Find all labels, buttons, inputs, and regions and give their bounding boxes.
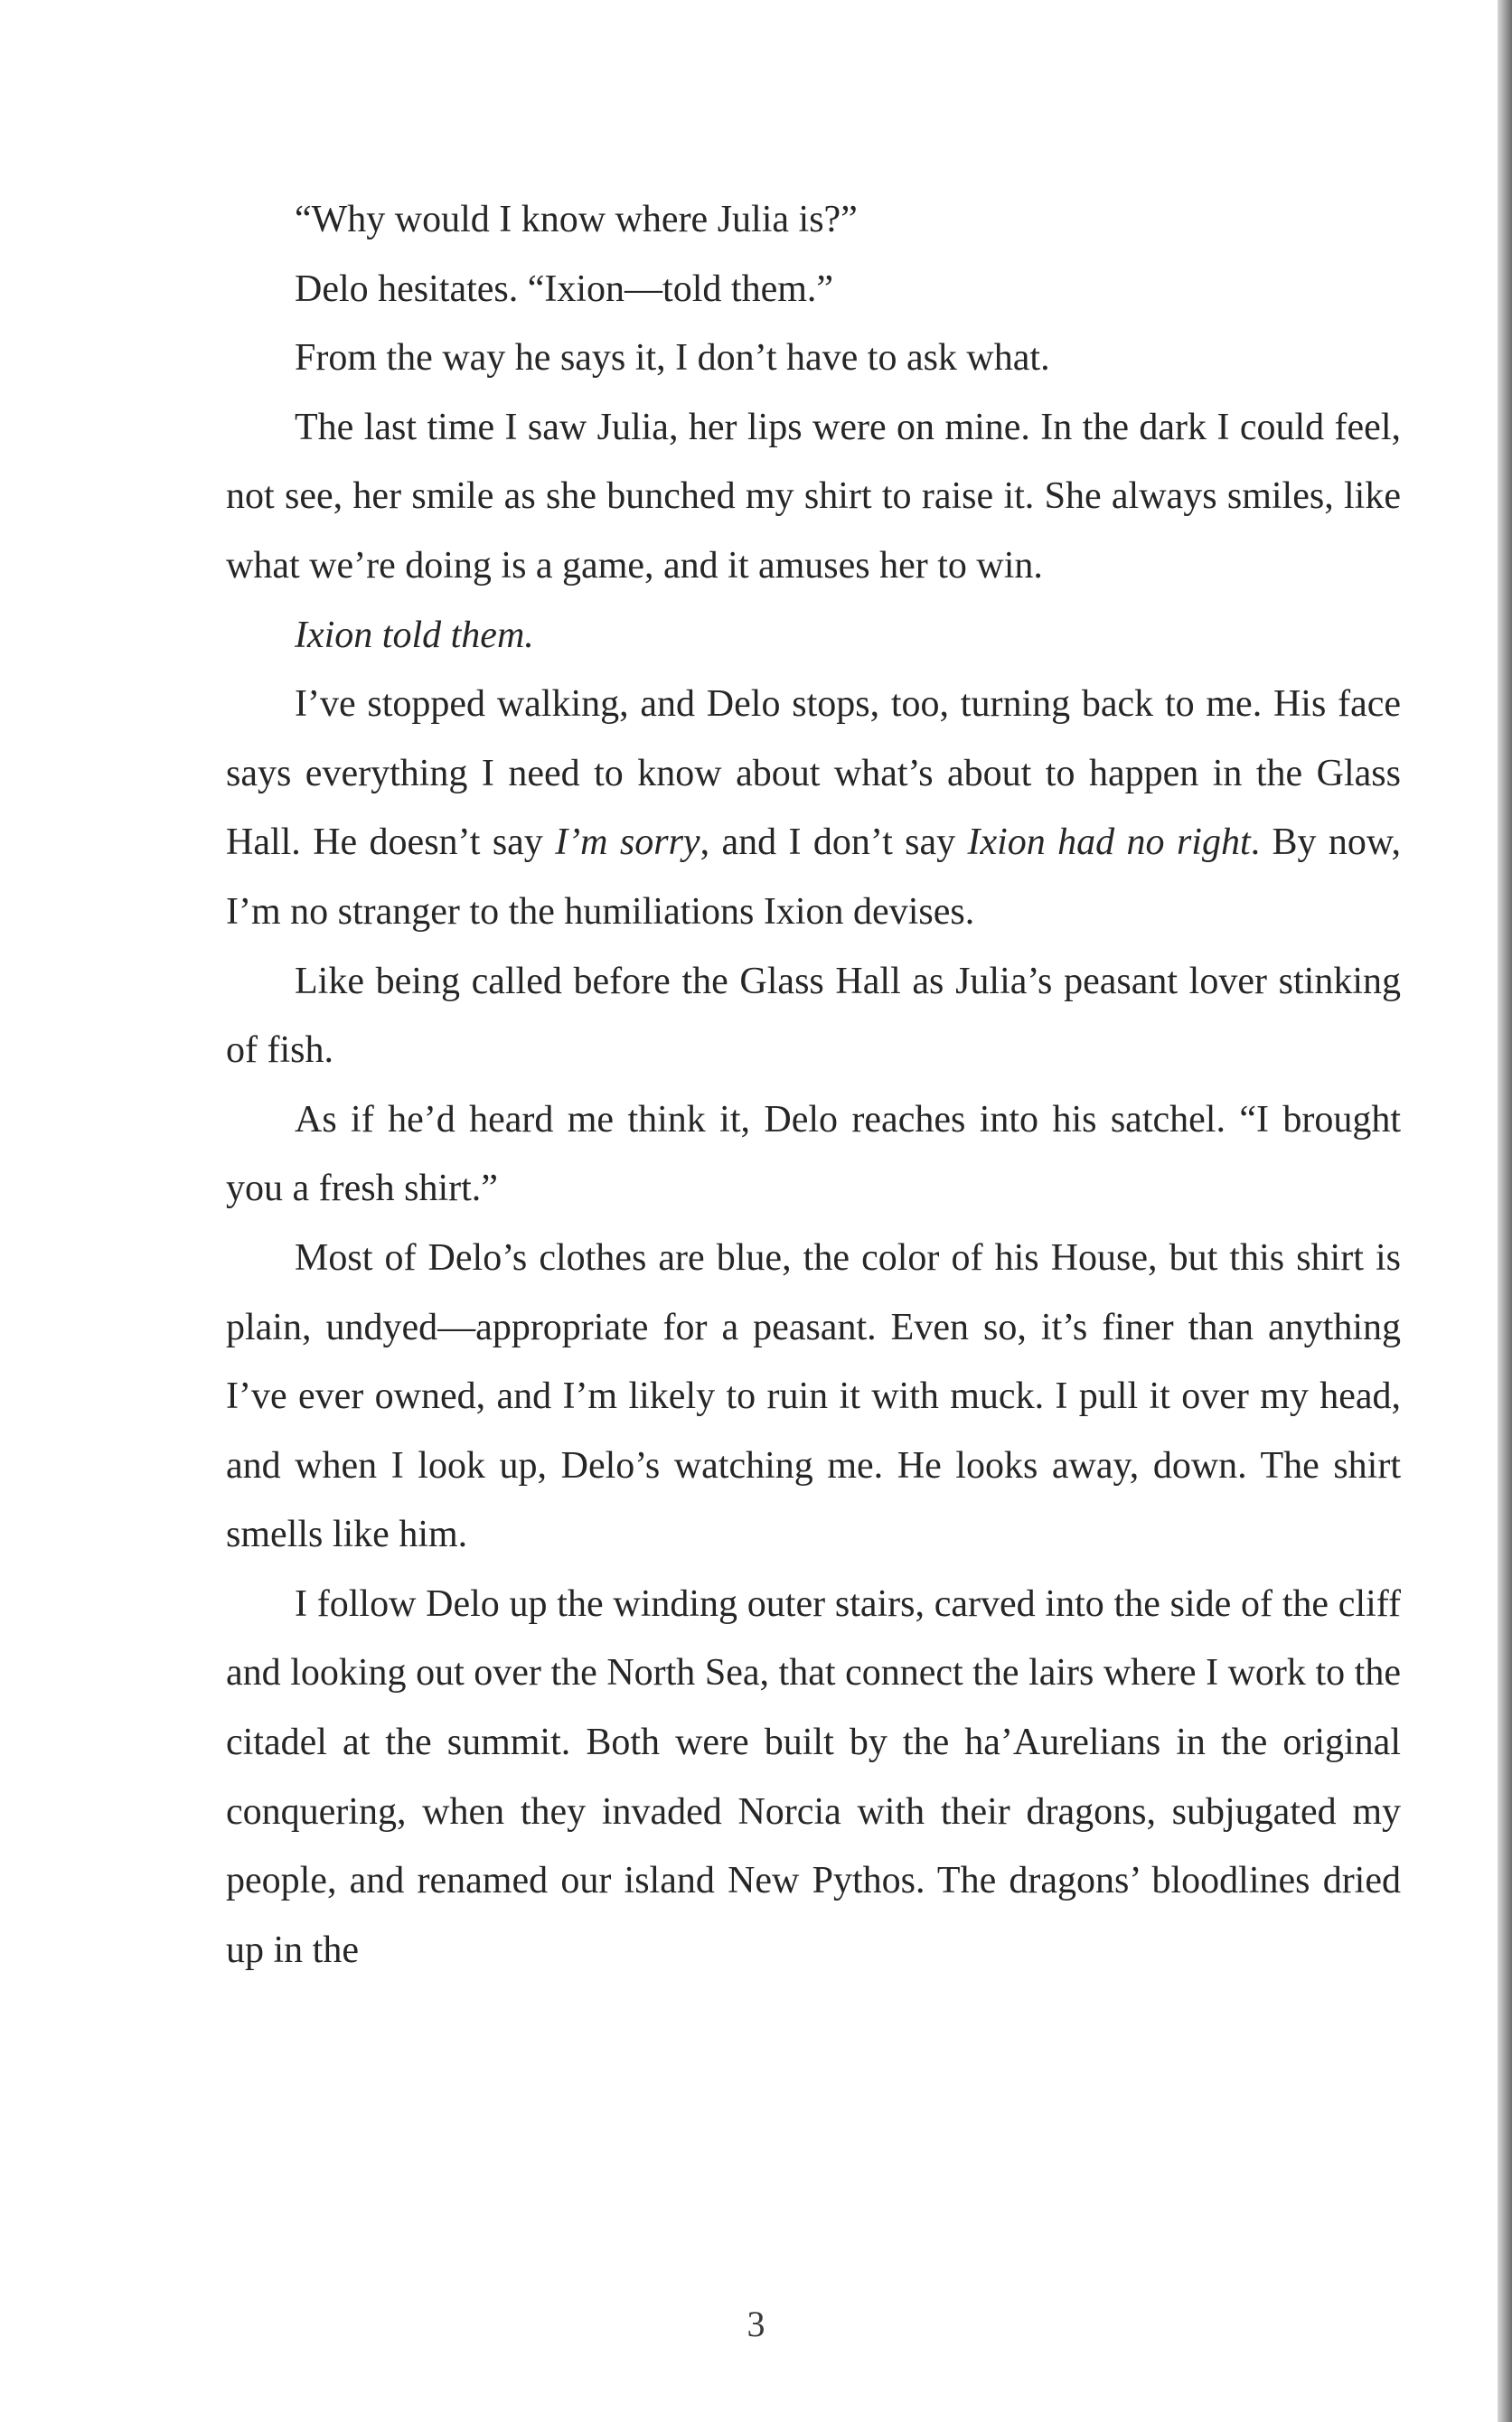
paragraph-6-part-e: . By now, I’m no stranger to the humiliations Ixion devises. xyxy=(226,821,1402,933)
paragraph-6-part-a: I’ve stopped walking, and Delo stops, too, turning back to me. His face says everything I need to know about what’s about to happen in the Glass Hall. He doesn’t say xyxy=(226,683,1401,864)
paragraph-9: Most of Delo’s clothes are blue, the color of his House, but this shirt is plain, undyed—appropriate for a peasant. Even so, it’s finer than anything I’ve ever owned, and I’m likely to ruin it with muck. I pull it over my head, and when I look up, Delo’s watching me. He looks away, down. The shirt smells like him. xyxy=(226,1236,1401,1556)
paragraph-1: “Why would I know where Julia is?” xyxy=(295,199,858,240)
page-edge-shadow xyxy=(1498,0,1512,2422)
paragraph-10: I follow Delo up the winding outer stairs, carved into the side of the cliff and looking out over the North Sea, that connect the lairs where I work to the citadel at the summit. Both were built by the ha’Aurelians in the original conquering, when they invaded Norcia with their dragons, subjugated my people, and renamed our island New Pythos. The dragons’ bloodlines dried up in the xyxy=(226,1582,1401,1971)
paragraph-8: As if he’d heard me think it, Delo reaches into his satchel. “I brought you a fresh shirt.” xyxy=(226,1098,1401,1210)
paragraph-4: The last time I saw Julia, her lips were on mine. In the dark I could feel, not see, her smile as she bunched my shirt to raise it. She always smiles, like what we’re doing is a game, and it amuses her to win. xyxy=(226,406,1401,587)
paragraph-3: From the way he says it, I don’t have to ask what. xyxy=(295,337,1050,380)
italic-im-sorry: I’m sorry xyxy=(555,821,700,864)
paragraph-6-part-c: , and I don’t say xyxy=(700,821,968,864)
paragraph-7: Like being called before the Glass Hall as Julia’s peasant lover stinking of fish. xyxy=(226,960,1401,1072)
paragraph-6 xyxy=(226,670,1401,946)
paragraph-2: Delo hesitates. “Ixion—told them.” xyxy=(295,268,834,310)
italic-phrase: Ixion told them. xyxy=(295,614,534,656)
paragraph-5-italic xyxy=(226,601,1401,671)
italic-no-right: Ixion had no right xyxy=(967,821,1251,864)
body-text xyxy=(226,185,1401,1985)
page-number: 3 xyxy=(747,2304,765,2344)
